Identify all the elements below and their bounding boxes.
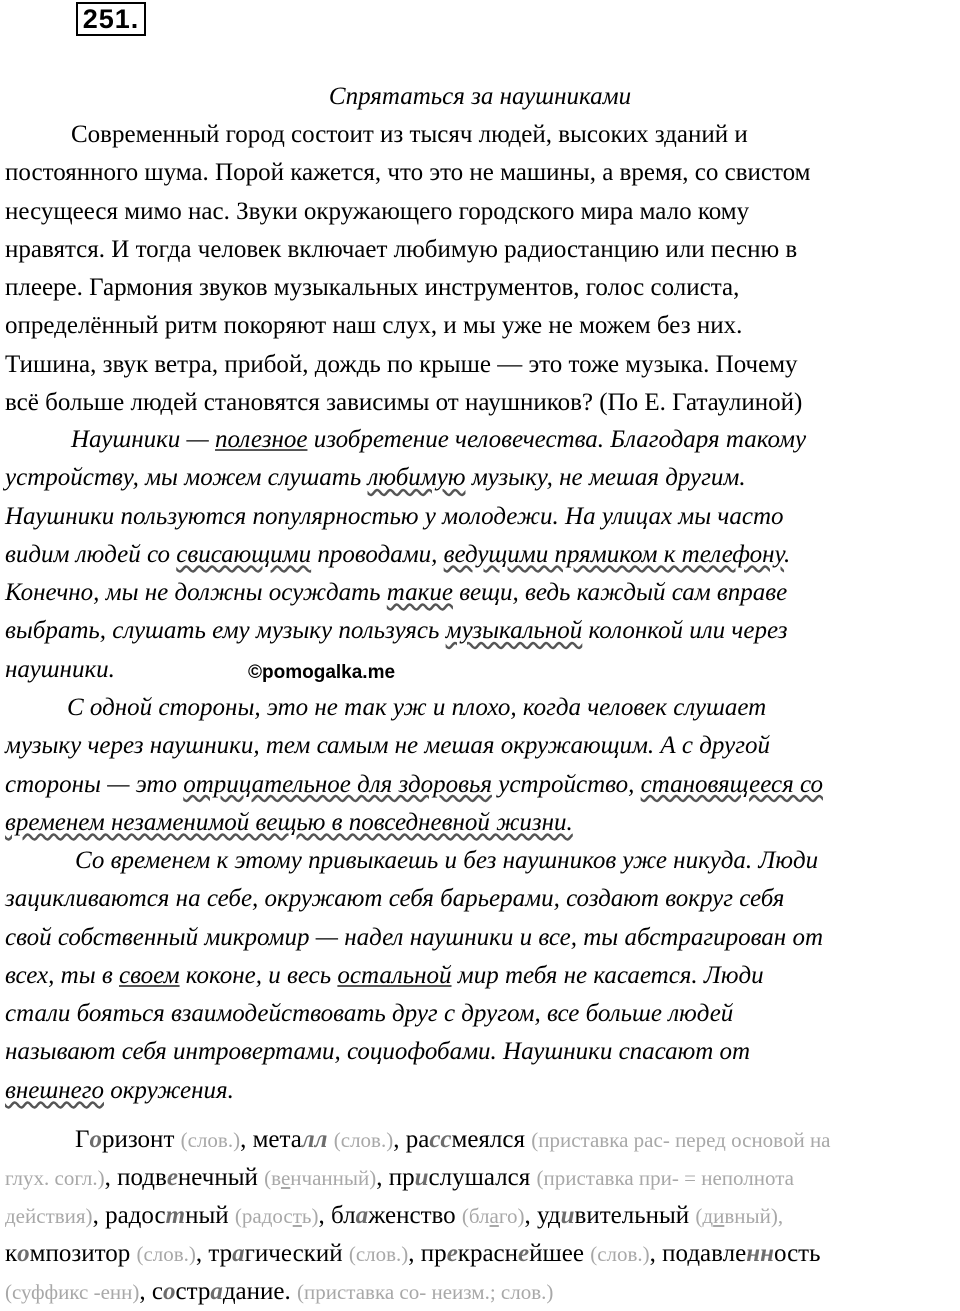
hint xyxy=(695,1204,783,1228)
hint-part: ( xyxy=(264,1166,272,1190)
highlighted-letter: и xyxy=(414,1164,429,1191)
hint-letter: е xyxy=(280,1166,291,1190)
hint-part: ь) xyxy=(301,1204,319,1228)
word-part: , уд xyxy=(524,1202,561,1229)
word-part: нечный xyxy=(177,1164,258,1191)
essay-line: музыку через наушники, тем самым не мешая окружающим. А с другой xyxy=(5,732,770,760)
essay-line xyxy=(5,574,960,612)
hint: (слов.) xyxy=(590,1242,650,1266)
hint: (приставка при- = неполнота xyxy=(536,1166,794,1190)
word-part: , пр xyxy=(408,1240,447,1267)
source-text xyxy=(5,116,960,422)
hint-part: (бл xyxy=(461,1204,490,1228)
highlighted-letter: е xyxy=(166,1164,178,1191)
highlighted-letter: е xyxy=(446,1240,458,1267)
essay-line xyxy=(5,536,960,574)
word-part: , пр xyxy=(376,1164,415,1191)
text-title: Спрятаться за наушниками xyxy=(328,83,632,110)
hint xyxy=(235,1204,319,1228)
text-line: несущееся мимо нас. Звуки окружающего городского мира мало кому xyxy=(5,197,750,225)
essay-text: устройству, мы можем слушать xyxy=(5,464,368,492)
word-part: , подавле xyxy=(649,1240,747,1267)
highlighted-letter: сс xyxy=(429,1126,452,1153)
hint xyxy=(264,1166,376,1190)
essay-text: музыку, не мешая другим. xyxy=(465,464,746,492)
answer-line xyxy=(5,1273,960,1311)
hint: глух. согл.) xyxy=(5,1166,105,1190)
essay-line: стали бояться взаимодействовать друг с другом, все больше людей xyxy=(5,1000,734,1028)
word-part: мпозитор xyxy=(29,1240,131,1267)
text-line: плеере. Гармония звуков музыкальных инструментов, голос солиста, xyxy=(5,274,740,302)
underlined-word: такие xyxy=(386,579,453,607)
word-part: , подв xyxy=(104,1164,167,1191)
highlighted-letter: о xyxy=(163,1278,176,1305)
highlighted-letter: о xyxy=(17,1240,30,1267)
essay-text: мир тебя не касается. Люди xyxy=(451,961,764,989)
word-part: , с xyxy=(139,1278,163,1305)
essay-text: . xyxy=(784,540,791,568)
answer-line xyxy=(5,1235,960,1273)
word-part: ризонт xyxy=(101,1126,175,1153)
essay-paragraph-3 xyxy=(5,842,960,1110)
text-line: Тишина, звук ветра, прибой, дождь по крыше — это тоже музыка. Почему xyxy=(5,350,798,378)
underlined-phrase: отрицательное для здоровья xyxy=(183,770,492,798)
essay-text: колонкой или через xyxy=(582,617,788,645)
hint: (слов.) xyxy=(136,1242,196,1266)
word-part: стр xyxy=(175,1278,211,1305)
highlighted-letter: е xyxy=(518,1240,530,1267)
word-part: Г xyxy=(75,1126,90,1153)
word-part: слушался xyxy=(428,1164,531,1191)
essay-paragraph-1 xyxy=(5,421,960,689)
hint-part: нчанный) xyxy=(290,1166,377,1190)
underlined-phrase: ведущими прямиком к телефону xyxy=(443,540,785,568)
text-line: Современный город состоит из тысяч людей, высоких зданий и xyxy=(71,121,748,148)
highlighted-letter: о xyxy=(89,1126,102,1153)
hint: (слов.) xyxy=(348,1242,409,1266)
hint-part: (д xyxy=(695,1204,714,1228)
underlined-word: музыкальной xyxy=(445,617,583,645)
hint-part: в xyxy=(271,1166,281,1190)
word-part: меялся xyxy=(451,1126,526,1153)
word-part: , ра xyxy=(393,1126,430,1153)
text-line: всё больше людей становятся зависимы от наушников? (По Е. Гатаулиной) xyxy=(5,389,803,417)
word-part: гический xyxy=(244,1240,343,1267)
essay-line: Наушники пользуются популярностью у молодежи. На улицах мы часто xyxy=(5,502,784,530)
word-part: красн xyxy=(457,1240,519,1267)
word-part: вительный xyxy=(574,1202,690,1229)
hint: (приставка рас- перед основой на xyxy=(531,1128,831,1152)
essay-paragraph-2 xyxy=(5,689,960,842)
essay-line: зацикливаются на себе, окружают себя барьерами, создают вокруг себя xyxy=(5,885,785,913)
word-part: к xyxy=(5,1240,18,1267)
hint-part: го) xyxy=(498,1204,525,1228)
exercise-number: 251. xyxy=(76,2,146,36)
underlined-word: остальной xyxy=(337,961,452,989)
essay-text: коконе, и весь xyxy=(179,961,338,989)
answer-line xyxy=(5,1197,960,1235)
word-part: , бл xyxy=(318,1202,356,1229)
essay-line xyxy=(5,459,960,497)
highlighted-letter: а xyxy=(355,1202,369,1229)
word-part: , тр xyxy=(195,1240,233,1267)
essay-text: видим людей со xyxy=(5,540,177,568)
word-part: ость xyxy=(773,1240,821,1267)
underlined-word: внешнего xyxy=(5,1076,104,1104)
highlighted-letter: и xyxy=(560,1202,575,1229)
word-part: , мета xyxy=(240,1126,302,1153)
essay-text: стороны — это xyxy=(5,770,184,798)
watermark: ©pomogalka.me xyxy=(248,662,396,683)
hint-part: (радос xyxy=(234,1204,293,1228)
essay-line xyxy=(5,1072,960,1110)
essay-line: свой собственный микромир — надел наушники и все, ты абстрагирован от xyxy=(5,923,823,951)
text-line: определённый ритм покоряют наш слух, и мы уже не можем без них. xyxy=(5,312,743,340)
hint-letter: а xyxy=(489,1204,499,1228)
highlighted-letter: а xyxy=(210,1278,223,1305)
underlined-word: полезное xyxy=(215,426,308,453)
answer-line xyxy=(5,1159,960,1197)
essay-line: С одной стороны, это не так уж и плохо, когда человек слушает xyxy=(67,694,767,721)
essay-line: Со временем к этому привыкаешь и без наушников уже никуда. Люди xyxy=(75,847,819,874)
essay-line: называют себя интровертами, социофобами. Наушники спасают от xyxy=(5,1038,751,1066)
answer-line xyxy=(5,1121,960,1159)
hint-letter: и xyxy=(713,1204,725,1228)
highlighted-letter: лл xyxy=(301,1126,328,1153)
essay-text: вещи, ведь каждый сам вправе xyxy=(452,579,788,607)
hint: (слов.) xyxy=(180,1128,241,1152)
word-part: женство xyxy=(368,1202,456,1229)
hint: (слов.) xyxy=(333,1128,394,1152)
essay-text: окружения. xyxy=(103,1076,234,1104)
word-part: , радос xyxy=(92,1202,166,1229)
essay-text: всех, ты в xyxy=(5,961,119,989)
underlined-phrase: становящееся со xyxy=(640,770,823,798)
essay-text: устройство, xyxy=(491,770,641,798)
hint: (приставка со- неизм.; слов.) xyxy=(297,1280,554,1304)
essay-line xyxy=(5,612,960,650)
essay-line xyxy=(5,421,960,459)
essay-text: Наушники — xyxy=(71,426,216,453)
underlined-word: своем xyxy=(119,961,180,989)
hint-letter: т xyxy=(292,1204,302,1228)
highlighted-letter: а xyxy=(232,1240,245,1267)
essay-text: изобретение человечества. Благодаря такому xyxy=(307,426,807,453)
essay-line xyxy=(5,957,960,995)
essay-text: выбрать, слушать ему музыку пользуясь xyxy=(5,617,446,645)
highlighted-letter: т xyxy=(165,1202,186,1229)
essay-line: наушники. xyxy=(5,655,115,683)
text-line: нравятся. И тогда человек включает любимую радиостанцию или песню в xyxy=(5,235,798,263)
hint: (суффикс -енн) xyxy=(5,1280,140,1304)
word-part: дание. xyxy=(222,1278,291,1305)
essay-text: Конечно, мы не должны осуждать xyxy=(5,579,387,607)
underlined-word: свисающими xyxy=(176,540,312,568)
hint: действия) xyxy=(5,1204,93,1228)
highlighted-letter: нн xyxy=(746,1240,774,1267)
hint-part: вный), xyxy=(724,1204,784,1228)
essay-text: проводами, xyxy=(311,540,444,568)
essay-line: временем незаменимой вещью в повседневной жизни. xyxy=(5,808,573,836)
hint xyxy=(462,1204,525,1228)
underlined-word: любимую xyxy=(367,464,466,492)
word-part: йшее xyxy=(529,1240,584,1267)
spelling-answers xyxy=(5,1121,960,1311)
text-line: постоянного шума. Порой кажется, что это не машины, а время, со свистом xyxy=(5,159,811,187)
word-part: ный xyxy=(185,1202,229,1229)
essay-line xyxy=(5,766,960,804)
